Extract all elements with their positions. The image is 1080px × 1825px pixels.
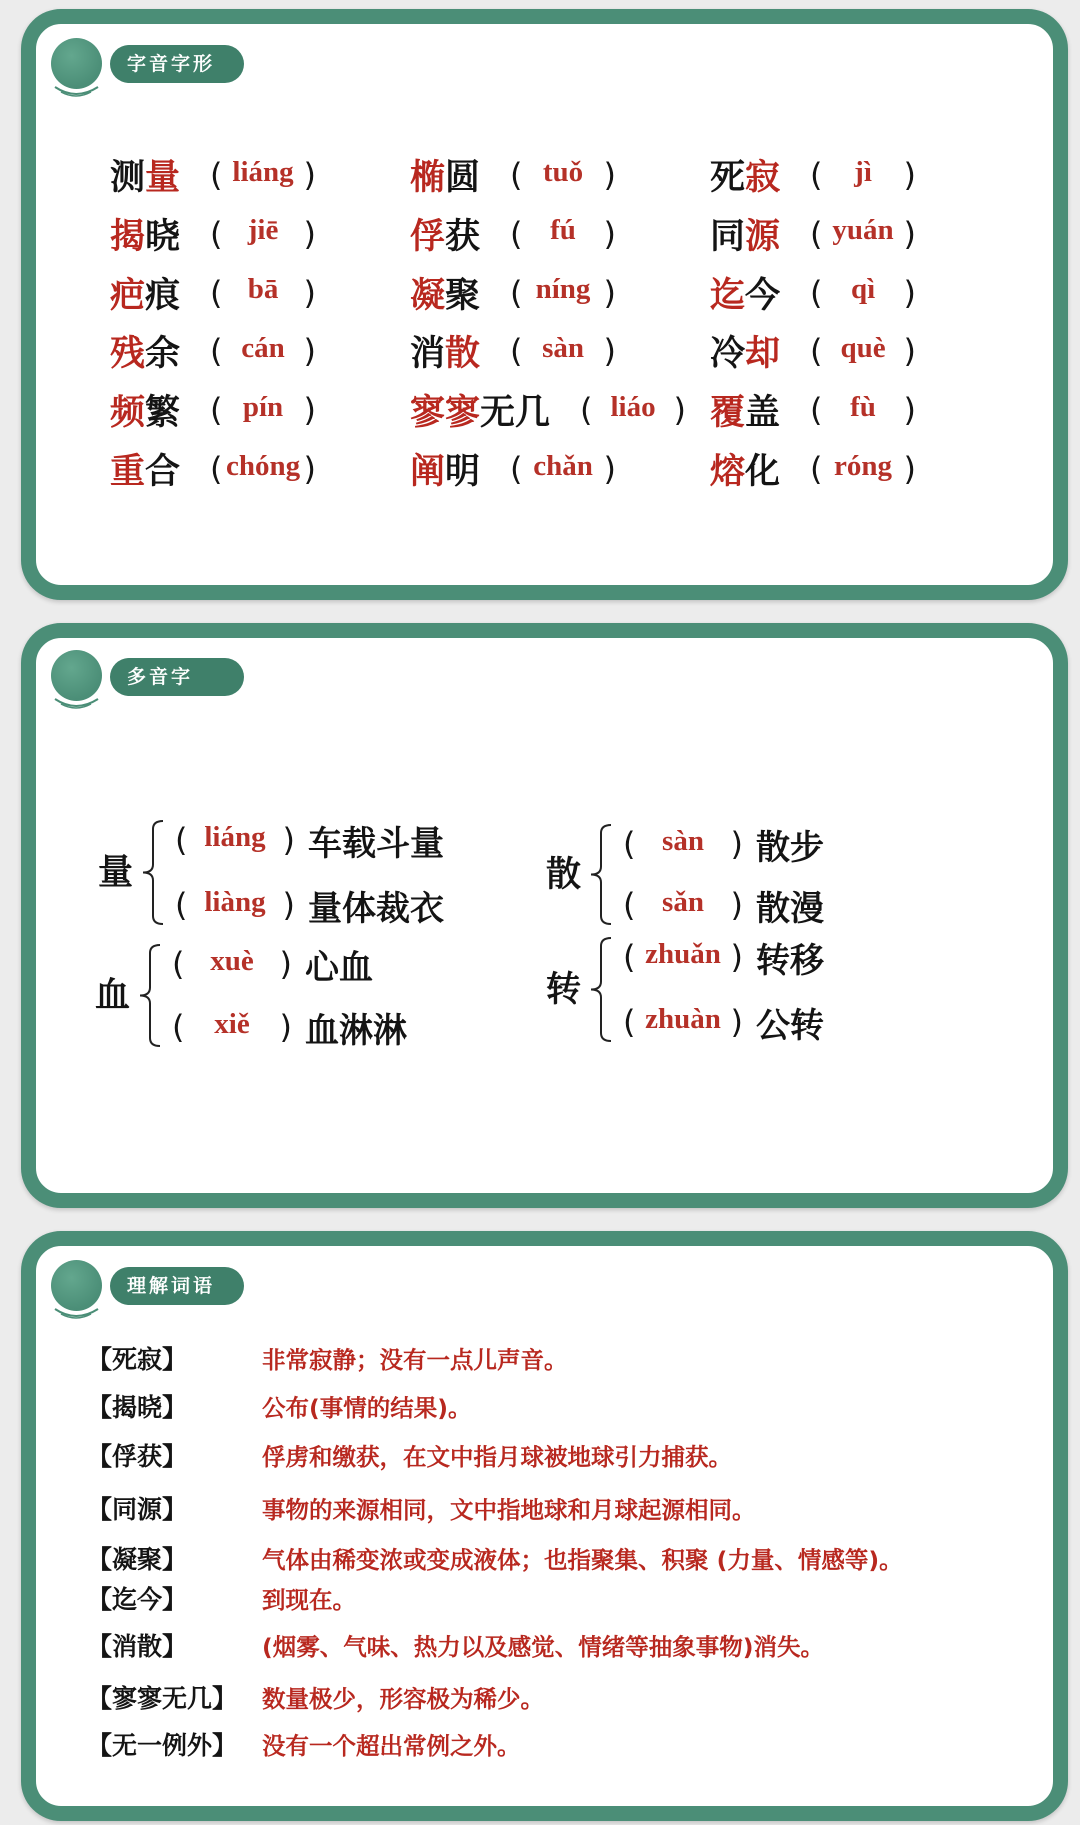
word [710,150,780,200]
close-paren: ) [603,156,617,194]
open-paren: ( [810,391,823,430]
term: 【同源】 [87,1495,188,1524]
word-entry [110,381,316,439]
definition-row [36,1390,1053,1426]
close-paren: ) [303,332,317,371]
definition-row [36,1681,1053,1717]
term: 【寥寥无几】 [87,1684,238,1713]
open-paren: ( [172,945,185,983]
pinyin-parentheses [210,332,316,370]
close-paren: ) [603,450,617,488]
highlighted-char: 迄 [710,275,746,316]
word-char: 获 [445,216,481,257]
pinyin: liàng [204,885,266,918]
open-paren: ( [175,821,188,859]
word-entry [110,146,316,204]
pinyin: sǎn [662,885,704,918]
word [710,326,780,376]
open-paren: ( [210,391,223,430]
open-paren: ( [810,156,823,194]
polyphone-char: 血 [95,975,131,1016]
word-entry [710,146,916,204]
close-paren: ) [603,273,617,312]
pinyin: qì [850,273,876,306]
word-char: 明 [445,452,481,492]
close-paren: ) [603,214,617,253]
highlighted-char: 寂 [745,158,781,198]
word-entry [410,322,616,380]
word-char: 聚 [445,275,481,316]
pinyin: níng [535,273,591,306]
open-paren: ( [210,450,223,488]
highlighted-char: 残 [110,334,146,375]
definition: (烟雾、气味、热力以及感觉、情绪等抽象事物)消失。 [262,1633,824,1661]
close-paren: ) [303,156,317,194]
open-paren: ( [210,156,223,194]
pinyin-parentheses [210,156,316,194]
word-entry [410,205,616,263]
highlighted-char: 熔 [710,452,746,492]
pinyin: chóng [225,449,301,482]
open-paren: ( [172,1008,185,1046]
highlighted-char: 却 [745,334,781,375]
word-char: 冷 [710,334,746,375]
word-entry [410,381,686,439]
pinyin-parentheses [510,215,616,253]
definition-row [36,1582,1053,1618]
word-char: 合 [145,452,181,492]
highlighted-char: 疤 [110,275,146,316]
word [110,385,180,435]
highlighted-char: 椭 [410,158,446,198]
definition: 事物的来源相同，文中指地球和月球起源相同。 [262,1496,756,1524]
word-char: 死 [710,158,746,198]
word-entry [710,264,916,322]
word [110,209,180,259]
word-entry [110,440,316,498]
pinyin: jiē [247,214,279,247]
open-paren: ( [623,938,636,976]
pinyin-parentheses [210,391,316,429]
polyphone-reading [623,936,824,981]
pinyin: liáng [204,820,266,853]
open-paren: ( [623,825,636,863]
word-entry [710,440,916,498]
definition-row [36,1728,1053,1764]
term: 【俘获】 [87,1442,188,1471]
pinyin-parentheses [580,391,686,429]
word-char: 今 [745,275,781,316]
close-paren: ) [303,214,317,253]
definition-list [36,1246,1053,1806]
word [110,268,180,318]
close-paren: ) [303,391,317,430]
highlighted-char: 覆 [710,393,746,434]
word [110,326,180,376]
section-title-badge: 字音字形 [110,45,244,83]
pinyin-parentheses [210,274,316,312]
word [410,150,480,200]
word [410,209,480,259]
word-entry [110,322,316,380]
pinyin: xuè [210,944,254,977]
word [410,385,550,435]
polyphone-group [36,638,1053,1193]
example-word: 公转 [756,1005,824,1046]
word-char: 繁 [145,393,181,434]
pinyin: tuǒ [542,155,584,188]
open-paren: ( [210,332,223,371]
section-title-badge: 理解词语 [110,1267,244,1305]
close-paren: ) [730,886,743,924]
open-paren: ( [623,886,636,924]
close-paren: ) [303,273,317,312]
word-char: 晓 [145,216,181,257]
term: 【迄今】 [87,1585,188,1614]
pinyin: liáng [232,155,294,188]
pinyin-parentheses [810,391,916,429]
term: 【凝聚】 [87,1545,188,1574]
highlighted-char: 阐 [410,452,446,492]
definition: 气体由稀变浓或变成液体；也指聚集、积聚 (力量、情感等)。 [262,1546,903,1574]
pinyin-parentheses [810,274,916,312]
pinyin-parentheses [510,156,616,194]
open-paren: ( [510,332,523,371]
word-entry [710,322,916,380]
definition-row [36,1629,1053,1665]
close-paren: ) [303,450,317,488]
highlighted-char: 重 [110,452,146,492]
pinyin: chǎn [533,449,593,482]
word [410,268,480,318]
close-paren: ) [673,391,687,430]
definition: 俘虏和缴获，在文中指月球被地球引力捕获。 [262,1443,732,1471]
word-entry [410,146,616,204]
pinyin-parentheses [623,1003,743,1041]
pinyin-parentheses [810,215,916,253]
definition: 没有一个超出常例之外。 [262,1732,521,1760]
pinyin: yuán [832,214,894,247]
close-paren: ) [279,945,292,983]
word [710,268,780,318]
pinyin: liáo [610,390,656,423]
pinyin-parentheses [510,332,616,370]
pinyin: què [840,331,886,364]
open-paren: ( [810,332,823,371]
word-char: 消 [410,334,446,375]
word-char: 化 [745,452,781,492]
close-paren: ) [730,938,743,976]
open-paren: ( [210,214,223,253]
open-paren: ( [810,273,823,312]
definition: 非常寂静；没有一点儿声音。 [262,1346,568,1374]
word-char: 测 [110,158,146,198]
pinyin: zhuǎn [645,937,721,970]
pinyin: zhuàn [645,1002,721,1035]
definition: 数量极少，形容极为稀少。 [262,1685,544,1713]
close-paren: ) [603,332,617,371]
word [710,209,780,259]
pinyin: fù [850,390,876,423]
definition-row [36,1342,1053,1378]
word-entry [710,205,916,263]
word [710,444,780,494]
pinyin-parentheses [210,450,316,488]
pinyin-parentheses [510,274,616,312]
pinyin: sàn [662,824,704,857]
definition: 到现在。 [262,1586,356,1614]
word-entry [410,264,616,322]
close-paren: ) [903,273,917,312]
term: 【死寂】 [87,1345,188,1374]
open-paren: ( [510,273,523,312]
polyphone-reading [623,1001,824,1046]
pinyin: róng [834,449,893,482]
polyphone-char: 量 [98,852,134,893]
example-word: 血淋淋 [305,1010,407,1051]
example-word: 量体裁衣 [308,888,444,929]
word [110,150,180,200]
section-title-badge: 多音字 [110,658,244,696]
card-li-jie-ci-yu [21,1231,1068,1821]
close-paren: ) [279,1008,292,1046]
word-entry [110,264,316,322]
close-paren: ) [903,391,917,430]
term: 【揭晓】 [87,1393,188,1422]
highlighted-char: 散 [445,334,481,375]
card-zi-yin-zi-xing [21,9,1068,600]
definition-row [36,1439,1053,1475]
pinyin: jì [854,155,872,188]
close-paren: ) [903,332,917,371]
definition-row [36,1542,1053,1578]
word-char: 圆 [445,158,481,198]
open-paren: ( [810,450,823,488]
word-char: 余 [145,334,181,375]
pinyin: cán [241,331,285,364]
term: 【消散】 [87,1632,188,1661]
word [410,444,480,494]
open-paren: ( [580,391,593,430]
pinyin-parentheses [810,332,916,370]
pinyin: bā [247,273,279,306]
close-paren: ) [903,156,917,194]
example-word: 散步 [756,827,824,868]
example-word: 散漫 [756,888,824,929]
pinyin-parentheses [810,450,916,488]
highlighted-char: 俘 [410,216,446,257]
highlighted-char: 凝 [410,275,446,316]
polyphone-area [36,638,1053,1193]
word [110,444,180,494]
example-word: 转移 [756,940,824,981]
example-word: 车载斗量 [308,823,444,864]
pinyin-parentheses [510,450,616,488]
open-paren: ( [210,273,223,312]
word-char: 盖 [745,393,781,434]
open-paren: ( [175,886,188,924]
pinyin: sàn [542,331,584,364]
pinyin: fú [550,214,576,247]
word-char: 痕 [145,275,181,316]
pinyin: xiě [214,1007,250,1040]
word-entry [710,381,916,439]
term: 【无一例外】 [87,1731,238,1760]
definition-row [36,1492,1053,1528]
word-entry [410,440,616,498]
word-entry [110,205,316,263]
open-paren: ( [623,1003,636,1041]
word-char: 同 [710,216,746,257]
curly-brace [590,937,612,1042]
close-paren: ) [282,886,295,924]
example-word: 心血 [305,947,373,988]
close-paren: ) [282,821,295,859]
close-paren: ) [903,214,917,253]
close-paren: ) [903,450,917,488]
highlighted-char: 频 [110,393,146,434]
highlighted-char: 量 [145,158,181,198]
highlighted-char: 源 [745,216,781,257]
definition: 公布(事情的结果)。 [262,1394,472,1422]
open-paren: ( [510,156,523,194]
polyphone-char: 散 [546,854,582,895]
polyphone-char: 转 [546,969,582,1010]
pinyin-parentheses [810,156,916,194]
pinyin-parentheses [210,215,316,253]
card-duo-yin-zi [21,623,1068,1208]
highlighted-char: 揭 [110,216,146,257]
word-char: 无几 [480,393,551,434]
close-paren: ) [730,1003,743,1041]
pinyin-parentheses [623,938,743,976]
word-grid [36,24,1053,585]
open-paren: ( [510,214,523,253]
word [710,385,780,435]
highlighted-char: 寥寥 [410,393,481,434]
open-paren: ( [510,450,523,488]
word [410,326,480,376]
close-paren: ) [730,825,743,863]
pinyin: pín [242,390,284,423]
open-paren: ( [810,214,823,253]
